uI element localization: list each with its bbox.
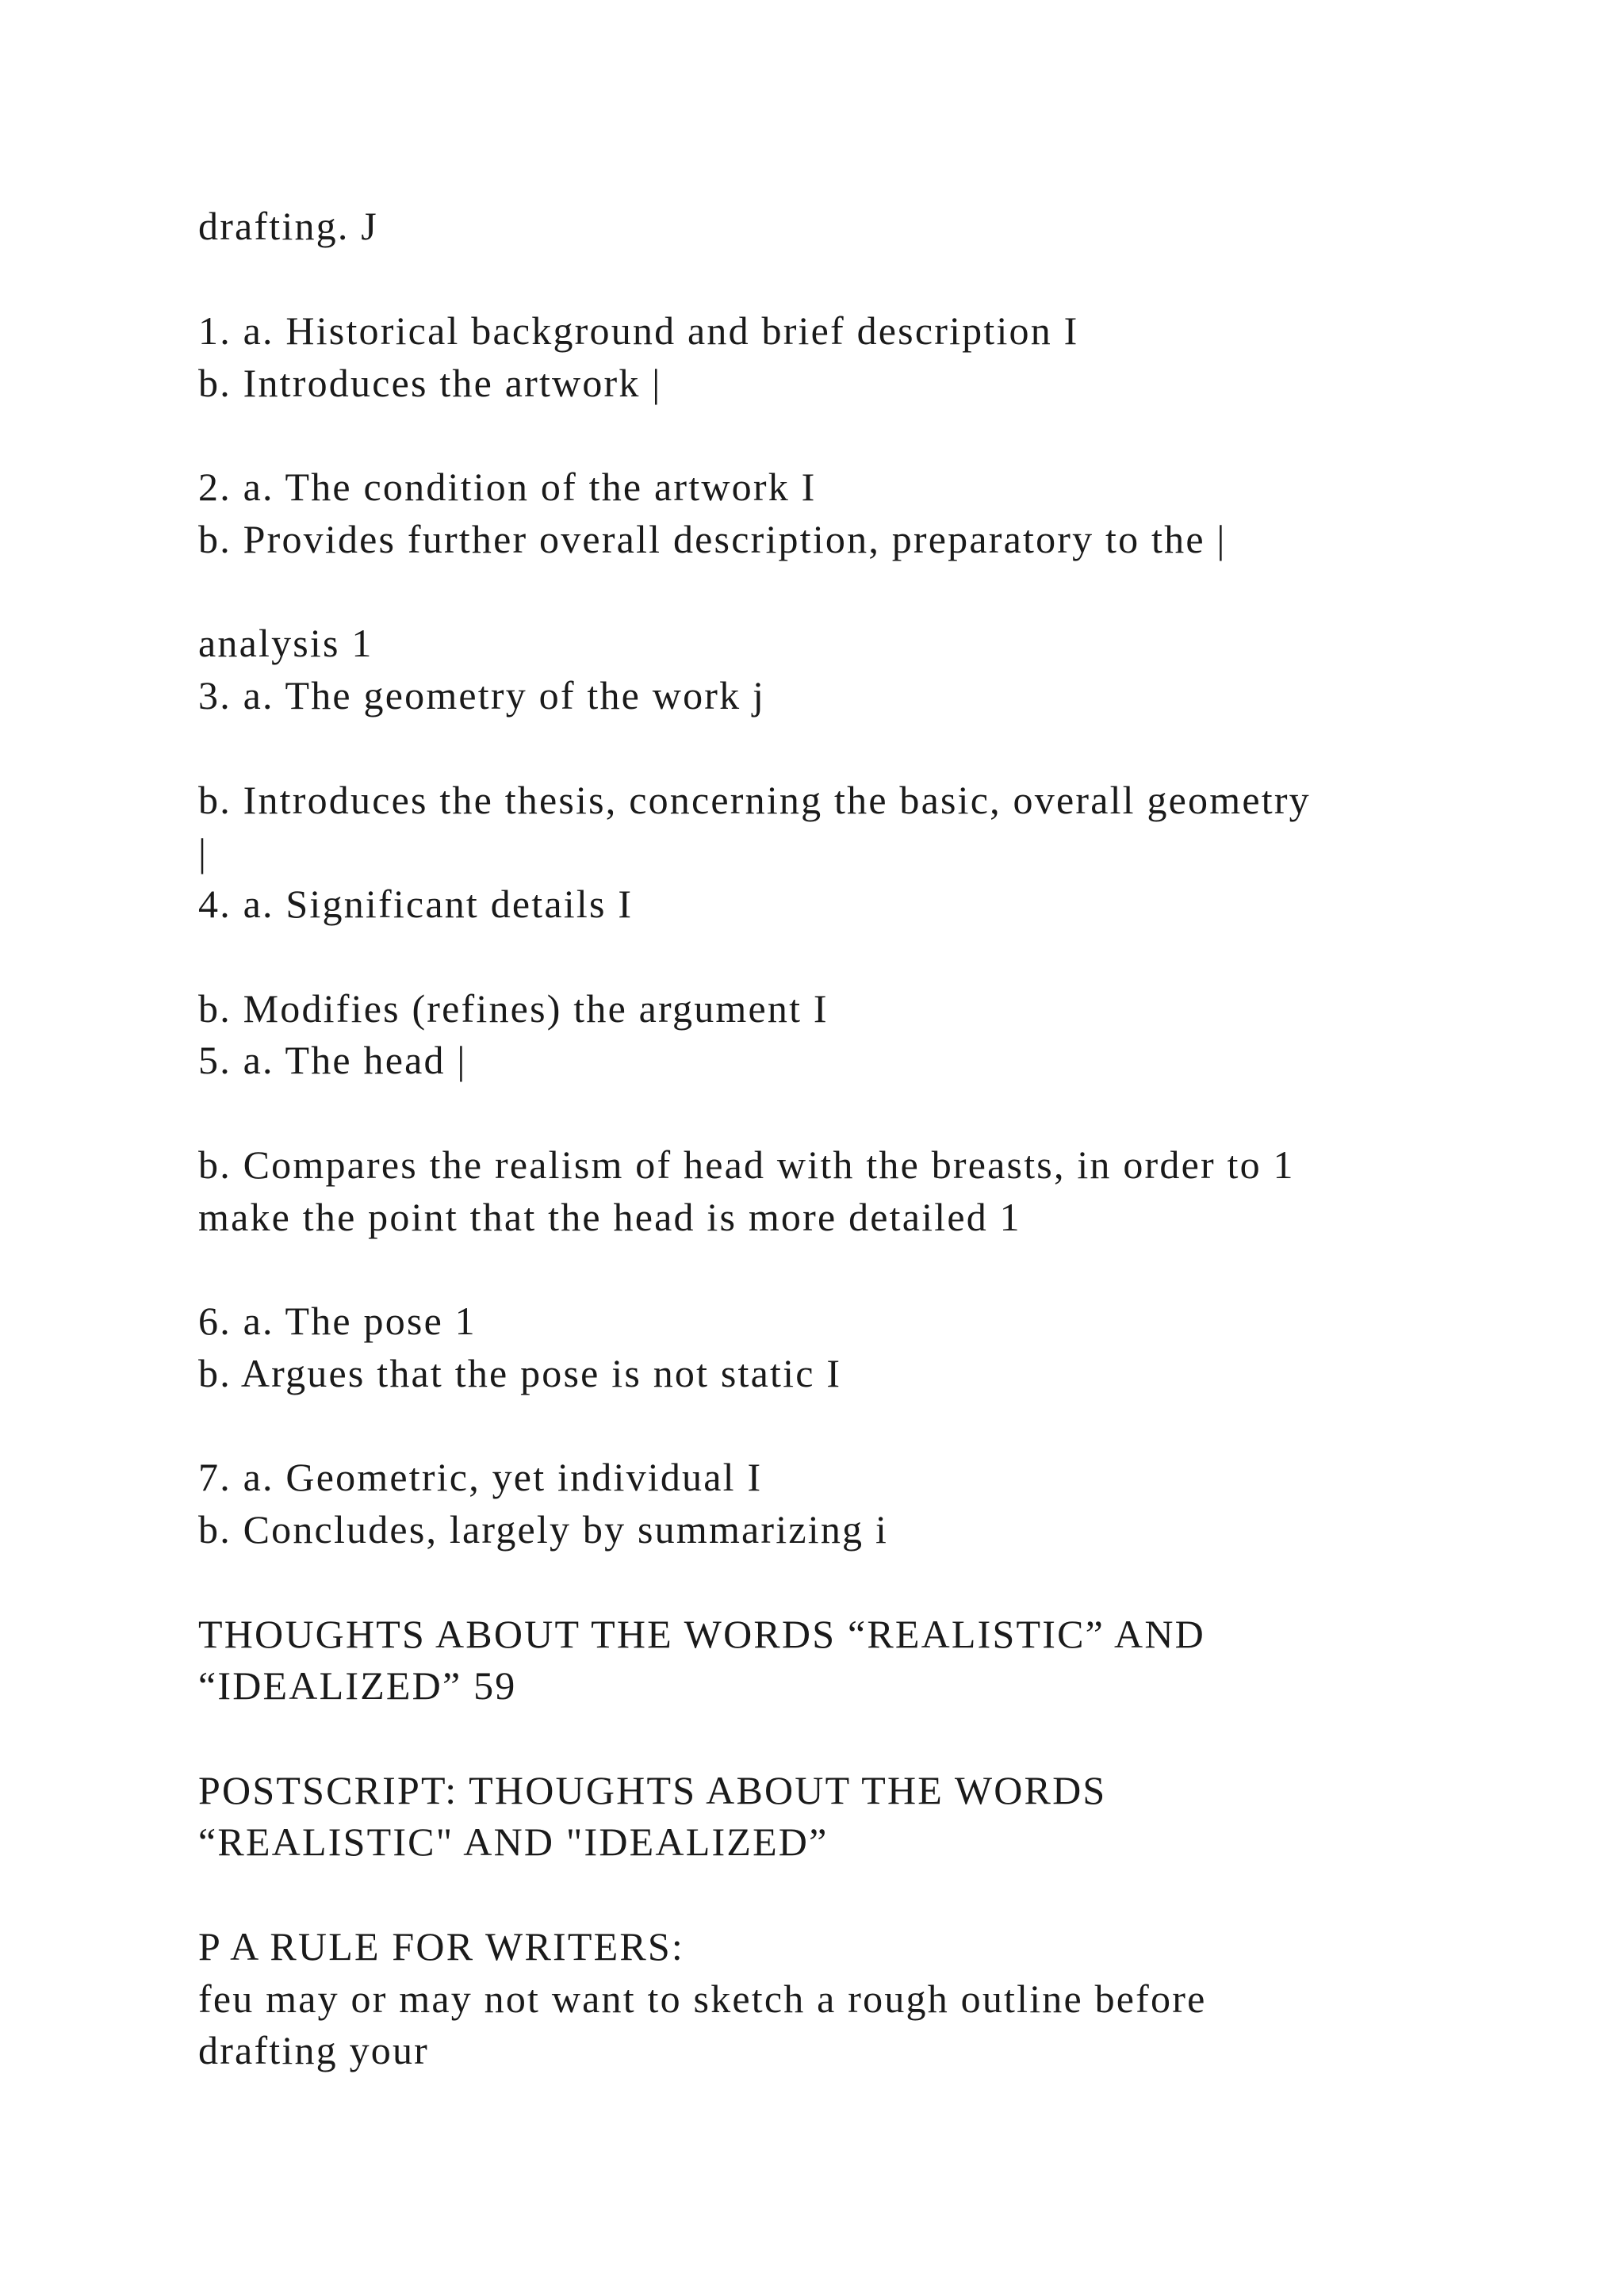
- text-line: feu may or may not want to sketch a rough outline before: [198, 1976, 1207, 2021]
- text-line: 5. a. The head |: [198, 1038, 467, 1082]
- text-line: THOUGHTS ABOUT THE WORDS “REALISTIC” AND: [198, 1612, 1205, 1656]
- text-line: “REALISTIC" AND "IDEALIZED”: [198, 1820, 829, 1864]
- text-line: b. Introduces the thesis, concerning the basic, overall geometry: [198, 778, 1311, 822]
- text-line: 6. a. The pose 1: [198, 1299, 477, 1343]
- text-line: 7. a. Geometric, yet individual I: [198, 1455, 763, 1499]
- text-line: make the point that the head is more detailed 1: [198, 1195, 1021, 1239]
- text-line: 2. a. The condition of the artwork I: [198, 465, 817, 509]
- text-line: 1. a. Historical background and brief description I: [198, 308, 1079, 353]
- text-line: b. Introduces the artwork |: [198, 361, 662, 405]
- text-line: 4. a. Significant details I: [198, 882, 634, 926]
- text-line: b. Concludes, largely by summarizing i: [198, 1507, 889, 1552]
- text-line: P A RULE FOR WRITERS:: [198, 1924, 684, 1969]
- text-line: |: [198, 830, 209, 874]
- text-line: drafting your: [198, 2028, 430, 2072]
- text-line: 3. a. The geometry of the work j: [198, 673, 766, 718]
- text-line: “IDEALIZED” 59: [198, 1663, 517, 1708]
- text-line: b. Argues that the pose is not static I: [198, 1351, 842, 1395]
- text-line: analysis 1: [198, 621, 373, 665]
- text-line: drafting. J: [198, 204, 378, 248]
- text-line: POSTSCRIPT: THOUGHTS ABOUT THE WORDS: [198, 1768, 1107, 1812]
- text-line: b. Modifies (refines) the argument I: [198, 986, 829, 1031]
- text-line: b. Provides further overall description, preparatory to the |: [198, 517, 1227, 561]
- text-line: b. Compares the realism of head with the breasts, in order to 1: [198, 1142, 1295, 1187]
